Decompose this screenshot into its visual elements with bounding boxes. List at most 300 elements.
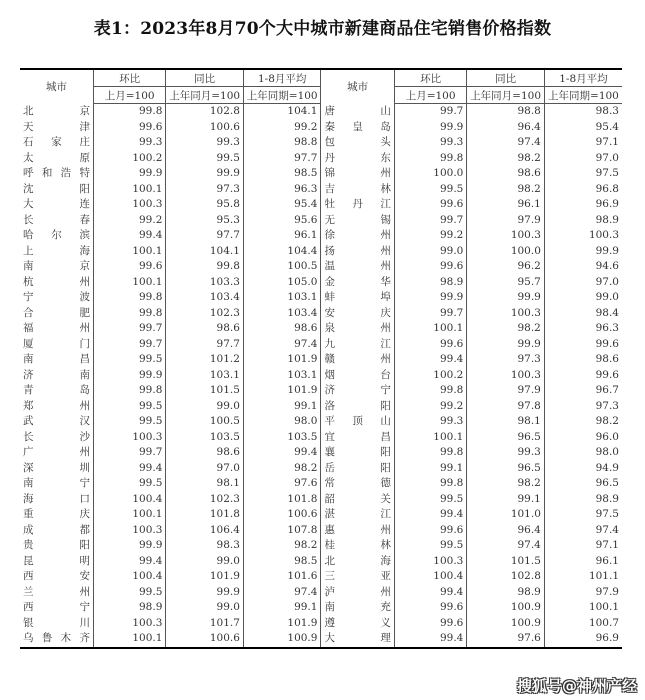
city-name-left: 杭州 [20,275,93,291]
yoy-value-left: 99.8 [166,259,244,275]
table-row [20,228,622,244]
city-name-right: 宜昌 [321,430,394,446]
mom-value-right: 99.6 [394,197,466,213]
yoy-value-left: 103.3 [166,275,244,291]
mom-value-left: 99.4 [93,554,165,570]
avg-value-left: 98.2 [243,538,321,554]
yoy-value-left: 100.5 [166,414,244,430]
table-row [20,352,622,368]
city-name-left: 合肥 [20,306,93,322]
mom-value-right: 99.5 [394,538,466,554]
table-row [20,290,622,306]
city-name-right: 包头 [321,135,394,151]
avg-value-right: 99.6 [595,368,619,381]
yoy-value-right: 98.2 [467,476,545,492]
yoy-value-right: 98.8 [467,104,545,120]
city-name-right: 牡丹江 [321,197,394,213]
city-name-right: 吉林 [321,182,394,198]
avg-value-right: 98.0 [595,446,619,459]
table-row [20,430,622,446]
avg-value-right: 97.0 [595,151,619,164]
city-name-left: 武汉 [20,414,93,430]
avg-value-right: 97.9 [595,585,619,598]
city-name-left: 呼和浩特 [20,166,93,182]
header-avg-right: 1-8月平均 [544,69,622,87]
mom-value-left: 100.1 [93,182,165,198]
header-yoy-left: 同比 [166,69,244,87]
table-row [20,538,622,554]
avg-value-left: 99.2 [243,120,321,136]
avg-value-left: 98.5 [243,554,321,570]
mom-value-left: 99.9 [93,538,165,554]
yoy-value-left: 97.0 [166,461,244,477]
avg-value-right: 96.7 [595,384,619,397]
mom-value-left: 99.2 [93,213,165,229]
city-name-right: 洛阳 [321,399,394,415]
mom-value-right: 99.2 [394,399,466,415]
yoy-value-right: 96.5 [467,430,545,446]
mom-value-right: 99.0 [394,244,466,260]
city-name-left: 南京 [20,259,93,275]
table-row [20,476,622,492]
table-row [20,259,622,275]
city-name-right: 秦皇岛 [321,120,394,136]
avg-value-right: 98.9 [595,492,619,505]
yoy-value-right: 97.8 [467,399,545,415]
mom-value-right: 99.3 [394,414,466,430]
avg-value-right: 98.2 [595,415,619,428]
city-name-right: 唐山 [321,104,394,120]
yoy-value-right: 98.1 [467,414,545,430]
table-row [20,197,622,213]
avg-value-left: 98.5 [243,166,321,182]
table-row [20,368,622,384]
mom-value-right: 99.4 [394,585,466,601]
avg-value-left: 103.5 [243,430,321,446]
city-name-right: 丹东 [321,151,394,167]
mom-value-left: 99.7 [93,337,165,353]
mom-value-left: 99.8 [93,306,165,322]
yoy-value-right: 97.3 [467,352,545,368]
city-name-left: 济南 [20,368,93,384]
yoy-value-right: 97.4 [467,135,545,151]
mom-value-left: 99.5 [93,399,165,415]
yoy-value-left: 95.8 [166,197,244,213]
mom-value-left: 100.3 [93,197,165,213]
city-name-right: 徐州 [321,228,394,244]
mom-value-left: 99.6 [93,259,165,275]
avg-value-right: 98.9 [595,213,619,226]
city-name-left: 贵阳 [20,538,93,554]
avg-value-left: 101.6 [243,569,321,585]
mom-value-right: 99.9 [394,290,466,306]
yoy-value-left: 98.3 [166,538,244,554]
avg-value-left: 98.0 [243,414,321,430]
city-name-left: 乌鲁木齐 [20,631,93,648]
avg-value-left: 104.4 [243,244,321,260]
city-name-left: 大连 [20,197,93,213]
table-body [20,104,622,648]
avg-value-right: 96.9 [595,632,619,645]
table-row [20,321,622,337]
table-row [20,414,622,430]
table-row [20,306,622,322]
yoy-value-right: 99.9 [467,337,545,353]
avg-value-right: 97.0 [595,275,619,288]
yoy-value-right: 98.9 [467,585,545,601]
avg-value-right: 96.0 [595,430,619,443]
mom-value-right: 99.4 [394,507,466,523]
city-name-right: 泉州 [321,321,394,337]
mom-value-right: 100.2 [394,368,466,384]
mom-value-left: 100.4 [93,569,165,585]
mom-value-left: 99.4 [93,228,165,244]
yoy-value-right: 100.3 [467,306,545,322]
avg-value-left: 95.4 [243,197,321,213]
avg-value-right: 101.1 [588,570,619,583]
table-row [20,461,622,477]
mom-value-left: 99.8 [93,290,165,306]
city-name-right: 常德 [321,476,394,492]
table-row [20,104,622,120]
yoy-value-left: 101.7 [166,616,244,632]
city-name-right: 泸州 [321,585,394,601]
mom-value-left: 100.3 [93,430,165,446]
yoy-value-left: 97.7 [166,228,244,244]
table-row [20,600,622,616]
avg-value-right: 99.0 [595,291,619,304]
avg-value-left: 103.1 [243,290,321,306]
city-name-right: 赣州 [321,352,394,368]
avg-value-right: 96.3 [595,322,619,335]
table-row [20,120,622,136]
yoy-value-right: 100.0 [467,244,545,260]
yoy-value-left: 99.9 [166,585,244,601]
mom-value-right: 99.7 [394,104,466,120]
table-row [20,569,622,585]
city-name-right: 北海 [321,554,394,570]
header-mom-base-right: 上月=100 [394,87,466,104]
mom-value-left: 100.4 [93,492,165,508]
mom-value-left: 100.2 [93,151,165,167]
mom-value-left: 99.7 [93,321,165,337]
yoy-value-right: 98.2 [467,182,545,198]
yoy-value-left: 101.5 [166,383,244,399]
city-name-left: 厦门 [20,337,93,353]
city-name-left: 太原 [20,151,93,167]
yoy-value-right: 98.2 [467,151,545,167]
yoy-value-right: 100.3 [467,228,545,244]
city-name-right: 桂林 [321,538,394,554]
mom-value-left: 99.5 [93,414,165,430]
mom-value-right: 100.0 [394,166,466,182]
table-row [20,244,622,260]
yoy-value-right: 102.8 [467,569,545,585]
city-name-right: 韶关 [321,492,394,508]
mom-value-left: 99.9 [93,166,165,182]
city-name-left: 南宁 [20,476,93,492]
mom-value-right: 100.1 [394,430,466,446]
avg-value-right: 100.7 [588,616,619,629]
avg-value-right: 97.5 [595,167,619,180]
yoy-value-right: 98.6 [467,166,545,182]
table-row [20,135,622,151]
avg-value-right: 98.4 [595,306,619,319]
yoy-value-left: 101.9 [166,569,244,585]
mom-value-right: 98.9 [394,275,466,291]
city-name-left: 福州 [20,321,93,337]
yoy-value-left: 99.0 [166,600,244,616]
avg-value-left: 103.1 [243,368,321,384]
city-name-left: 海口 [20,492,93,508]
yoy-value-left: 103.5 [166,430,244,446]
table-row [20,523,622,539]
mom-value-right: 100.4 [394,569,466,585]
city-name-right: 南充 [321,600,394,616]
watermark: 搜狐号@神州产经 [516,677,637,695]
city-name-right: 温州 [321,259,394,275]
city-name-right: 九江 [321,337,394,353]
header-avg-base-right: 上年同期=100 [544,87,622,104]
mom-value-right: 99.8 [394,445,466,461]
header-mom-left: 环比 [93,69,165,87]
mom-value-right: 99.6 [394,337,466,353]
avg-value-left: 101.9 [243,616,321,632]
yoy-value-right: 95.7 [467,275,545,291]
yoy-value-right: 97.6 [467,631,545,648]
yoy-value-left: 102.3 [166,492,244,508]
yoy-value-left: 98.6 [166,321,244,337]
mom-value-right: 99.7 [394,306,466,322]
avg-value-left: 101.9 [243,383,321,399]
avg-value-left: 97.4 [243,585,321,601]
header-yoy-base-right: 上年同月=100 [467,87,545,104]
city-name-left: 广州 [20,445,93,461]
city-name-left: 哈尔滨 [20,228,93,244]
city-name-right: 安庆 [321,306,394,322]
city-name-right: 湛江 [321,507,394,523]
city-name-right: 襄阳 [321,445,394,461]
city-name-left: 宁波 [20,290,93,306]
yoy-value-left: 100.6 [166,120,244,136]
avg-value-left: 103.4 [243,306,321,322]
table-row [20,275,622,291]
city-name-right: 金华 [321,275,394,291]
table-row [20,399,622,415]
yoy-value-right: 100.3 [467,368,545,384]
city-name-left: 沈阳 [20,182,93,198]
city-name-left: 郑州 [20,399,93,415]
yoy-value-left: 97.7 [166,337,244,353]
yoy-value-right: 97.4 [467,538,545,554]
mom-value-right: 100.3 [394,554,466,570]
mom-value-right: 99.3 [394,135,466,151]
city-name-right: 惠州 [321,523,394,539]
table-row [20,631,622,648]
city-name-left: 石家庄 [20,135,93,151]
city-name-left: 长沙 [20,430,93,446]
table-row [20,383,622,399]
avg-value-right: 95.4 [595,120,619,133]
mom-value-left: 100.1 [93,244,165,260]
city-name-left: 上海 [20,244,93,260]
city-name-right: 遵义 [321,616,394,632]
city-name-right: 无锡 [321,213,394,229]
yoy-value-right: 96.2 [467,259,545,275]
price-index-table [20,68,622,649]
avg-value-right: 98.3 [595,105,619,118]
table-row [20,507,622,523]
city-name-right: 济宁 [321,383,394,399]
avg-value-left: 95.6 [243,213,321,229]
city-name-left: 西宁 [20,600,93,616]
avg-value-right: 99.9 [595,244,619,257]
yoy-value-left: 98.1 [166,476,244,492]
mom-value-left: 98.9 [93,600,165,616]
avg-value-left: 97.4 [243,337,321,353]
avg-value-right: 96.9 [595,198,619,211]
avg-value-right: 97.5 [595,508,619,521]
table-row [20,166,622,182]
yoy-value-left: 103.4 [166,290,244,306]
avg-value-right: 99.6 [595,337,619,350]
city-name-right: 蚌埠 [321,290,394,306]
avg-value-left: 97.7 [243,151,321,167]
mom-value-right: 99.6 [394,259,466,275]
yoy-value-left: 99.5 [166,151,244,167]
yoy-value-left: 106.4 [166,523,244,539]
yoy-value-right: 96.4 [467,120,545,136]
table-row [20,585,622,601]
table-row [20,151,622,167]
city-name-left: 北京 [20,104,93,120]
yoy-value-left: 103.1 [166,368,244,384]
mom-value-left: 100.1 [93,275,165,291]
city-name-left: 成都 [20,523,93,539]
mom-value-right: 99.5 [394,182,466,198]
mom-value-left: 99.5 [93,476,165,492]
city-name-right: 扬州 [321,244,394,260]
avg-value-right: 97.1 [595,136,619,149]
yoy-value-right: 100.9 [467,600,545,616]
avg-value-right: 96.1 [595,554,619,567]
yoy-value-left: 99.3 [166,135,244,151]
mom-value-right: 99.2 [394,228,466,244]
mom-value-right: 99.6 [394,600,466,616]
yoy-value-left: 101.8 [166,507,244,523]
avg-value-right: 96.5 [595,477,619,490]
mom-value-left: 99.9 [93,368,165,384]
header-yoy-right: 同比 [467,69,545,87]
city-name-left: 兰州 [20,585,93,601]
yoy-value-right: 96.4 [467,523,545,539]
mom-value-left: 99.6 [93,120,165,136]
avg-value-left: 101.9 [243,352,321,368]
yoy-value-right: 98.2 [467,321,545,337]
yoy-value-right: 97.9 [467,383,545,399]
yoy-value-right: 96.5 [467,461,545,477]
mom-value-left: 99.5 [93,352,165,368]
table-row [20,213,622,229]
mom-value-right: 99.1 [394,461,466,477]
mom-value-left: 100.1 [93,507,165,523]
mom-value-left: 99.3 [93,135,165,151]
header-yoy-base-left: 上年同月=100 [166,87,244,104]
mom-value-right: 99.8 [394,476,466,492]
avg-value-left: 101.8 [243,492,321,508]
city-name-left: 天津 [20,120,93,136]
yoy-value-left: 99.9 [166,166,244,182]
avg-value-left: 96.1 [243,228,321,244]
avg-value-left: 104.1 [243,104,321,120]
mom-value-right: 99.4 [394,352,466,368]
avg-value-left: 98.2 [243,461,321,477]
city-name-left: 长春 [20,213,93,229]
yoy-value-right: 101.0 [467,507,545,523]
mom-value-left: 99.8 [93,383,165,399]
avg-value-left: 98.8 [243,135,321,151]
city-name-right: 平顶山 [321,414,394,430]
table-row [20,616,622,632]
yoy-value-left: 104.1 [166,244,244,260]
city-name-left: 西安 [20,569,93,585]
yoy-value-right: 97.9 [467,213,545,229]
avg-value-right: 94.6 [595,260,619,273]
city-name-right: 锦州 [321,166,394,182]
table-title: 表1：2023年8月70个大中城市新建商品住宅销售价格指数 [93,19,552,39]
yoy-value-right: 99.3 [467,445,545,461]
avg-value-left: 100.5 [243,259,321,275]
city-name-left: 深圳 [20,461,93,477]
city-name-left: 昆明 [20,554,93,570]
avg-value-left: 99.4 [243,445,321,461]
city-name-right: 三亚 [321,569,394,585]
city-name-right: 大理 [321,631,394,648]
avg-value-left: 100.9 [243,631,321,648]
header-mom-base-left: 上月=100 [93,87,165,104]
avg-value-left: 97.6 [243,476,321,492]
yoy-value-right: 99.1 [467,492,545,508]
header-city-left: 城市 [20,69,93,104]
mom-value-left: 99.8 [93,104,165,120]
table-row [20,445,622,461]
city-name-right: 岳阳 [321,461,394,477]
yoy-value-right: 99.9 [467,290,545,306]
mom-value-right: 99.6 [394,523,466,539]
yoy-value-left: 101.2 [166,352,244,368]
table-row [20,182,622,198]
yoy-value-left: 98.6 [166,445,244,461]
table-row [20,337,622,353]
table-row [20,492,622,508]
mom-value-right: 99.8 [394,383,466,399]
city-name-left: 青岛 [20,383,93,399]
mom-value-right: 99.9 [394,120,466,136]
mom-value-right: 99.5 [394,492,466,508]
avg-value-left: 96.3 [243,182,321,198]
yoy-value-right: 100.9 [467,616,545,632]
avg-value-right: 100.1 [588,601,619,614]
avg-value-right: 98.6 [595,353,619,366]
avg-value-left: 100.6 [243,507,321,523]
city-name-left: 银川 [20,616,93,632]
city-name-left: 南昌 [20,352,93,368]
city-name-right: 烟台 [321,368,394,384]
yoy-value-left: 102.8 [166,104,244,120]
avg-value-left: 107.8 [243,523,321,539]
avg-value-right: 97.3 [595,399,619,412]
avg-value-right: 100.3 [588,229,619,242]
